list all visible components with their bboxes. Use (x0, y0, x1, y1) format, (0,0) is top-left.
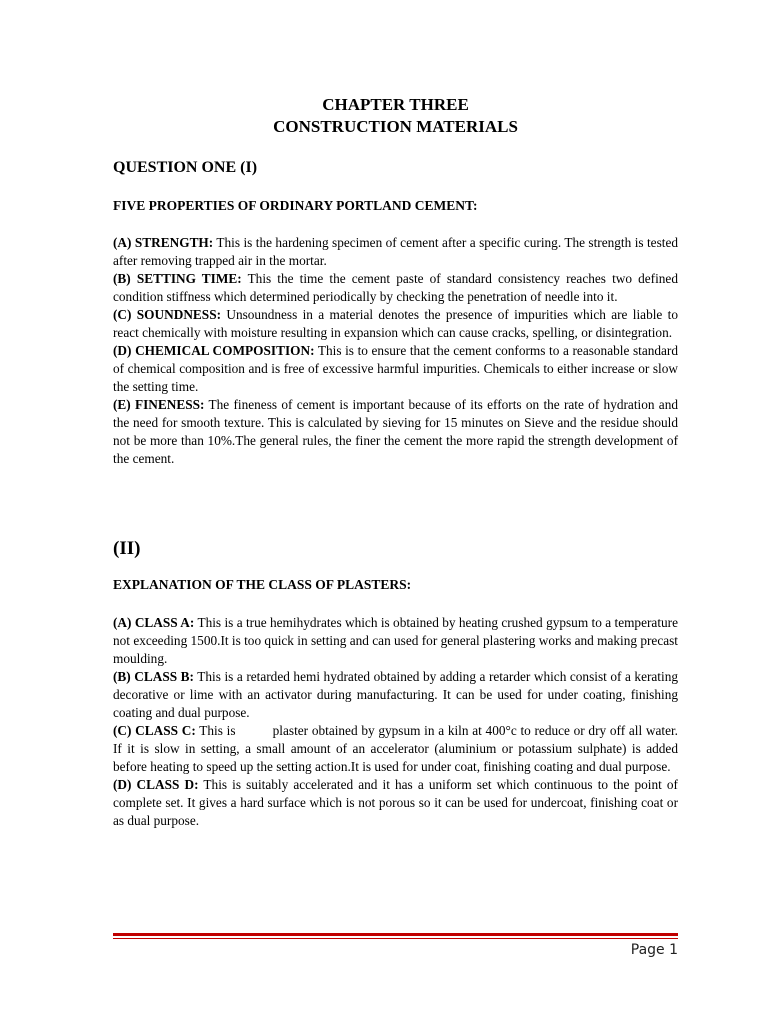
property-item (113, 306, 678, 342)
property-item (113, 342, 678, 396)
question-two-label: (II) (113, 538, 141, 559)
chapter-title: CONSTRUCTION MATERIALS (273, 117, 518, 136)
class-text: This is suitably accelerated and it has a uniform set which continuous to the point of complete set. It gives a hard surface which is not porous so it can be used for undercoat, finishing coat or as dual purpose. (113, 777, 678, 828)
property-term: (C) SOUNDNESS: (113, 307, 222, 322)
class-item (113, 614, 678, 668)
property-text: This the time the cement paste of standard consistency reaches two defined condition stiffness which determined periodically by checking the penetration of needle into it. (113, 271, 678, 304)
property-term: (B) SETTING TIME: (113, 271, 242, 286)
footer-rule (113, 933, 678, 936)
class-term: (B) CLASS B: (113, 669, 194, 684)
class-text: This is a retarded hemi hydrated obtained by adding a retarder which consist of a kerating decorative or lime with an activator during manufacturing. It can be used for under coating, finishing coating and dual purpose. (113, 669, 678, 720)
cement-properties-heading: FIVE PROPERTIES OF ORDINARY PORTLAND CEMENT: (113, 198, 478, 213)
class-term: (A) CLASS A: (113, 615, 195, 630)
class-item (113, 776, 678, 830)
footer-rule-thin (113, 938, 678, 939)
page-number: Page 1 (630, 942, 678, 958)
property-text: Unsoundness in a material denotes the presence of impurities which are liable to react chemically with moisture resulting in expansion which can cause cracks, spelling, or disintegration. (113, 307, 678, 340)
class-term: (D) CLASS D: (113, 777, 199, 792)
property-term: (D) CHEMICAL COMPOSITION: (113, 343, 315, 358)
class-item (113, 668, 678, 722)
class-text: This is plaster obtained by gypsum in a kiln at 400°c to reduce or dry off all water. If it is slow in setting, a small amount of an accelerator (aluminium or potassium sulphate) is added before heating to speed up the setting action.It is used for under coat, finishing coating and dual purpose. (113, 723, 682, 774)
question-one-label: QUESTION ONE (I) (113, 159, 258, 176)
plaster-classes-list (113, 614, 682, 830)
cement-properties-list (113, 234, 678, 468)
property-item (113, 270, 678, 306)
property-text: This is to ensure that the cement conforms to a reasonable standard of chemical composition and is free of excessive harmful impurities. Chemicals to either increase or slow the setting time. (113, 343, 679, 394)
property-term: (E) FINENESS: (113, 397, 205, 412)
property-text: The fineness of cement is important because of its efforts on the rate of hydration and the need for smooth texture. This is calculated by sieving for 15 minutes on Sieve and the residue should not be more than 10%.The general rules, the finer the cement the more rapid the strength development of the cement. (113, 397, 678, 466)
chapter-label: CHAPTER THREE (322, 95, 469, 114)
chapter-heading (113, 94, 678, 138)
property-term: (A) STRENGTH: (113, 235, 214, 250)
property-item (113, 234, 678, 270)
plaster-classes-heading: EXPLANATION OF THE CLASS OF PLASTERS: (113, 577, 412, 592)
class-text: This is a true hemihydrates which is obtained by heating crushed gypsum to a temperature not exceeding 1500.It is too quick in setting and can used for general plastering works and making precast moulding. (113, 615, 678, 666)
class-item (113, 722, 682, 776)
property-item (113, 396, 678, 468)
property-text: This is the hardening specimen of cement after a specific curing. The strength is tested after removing trapped air in the mortar. (113, 235, 679, 268)
class-term: (C) CLASS C: (113, 723, 196, 738)
